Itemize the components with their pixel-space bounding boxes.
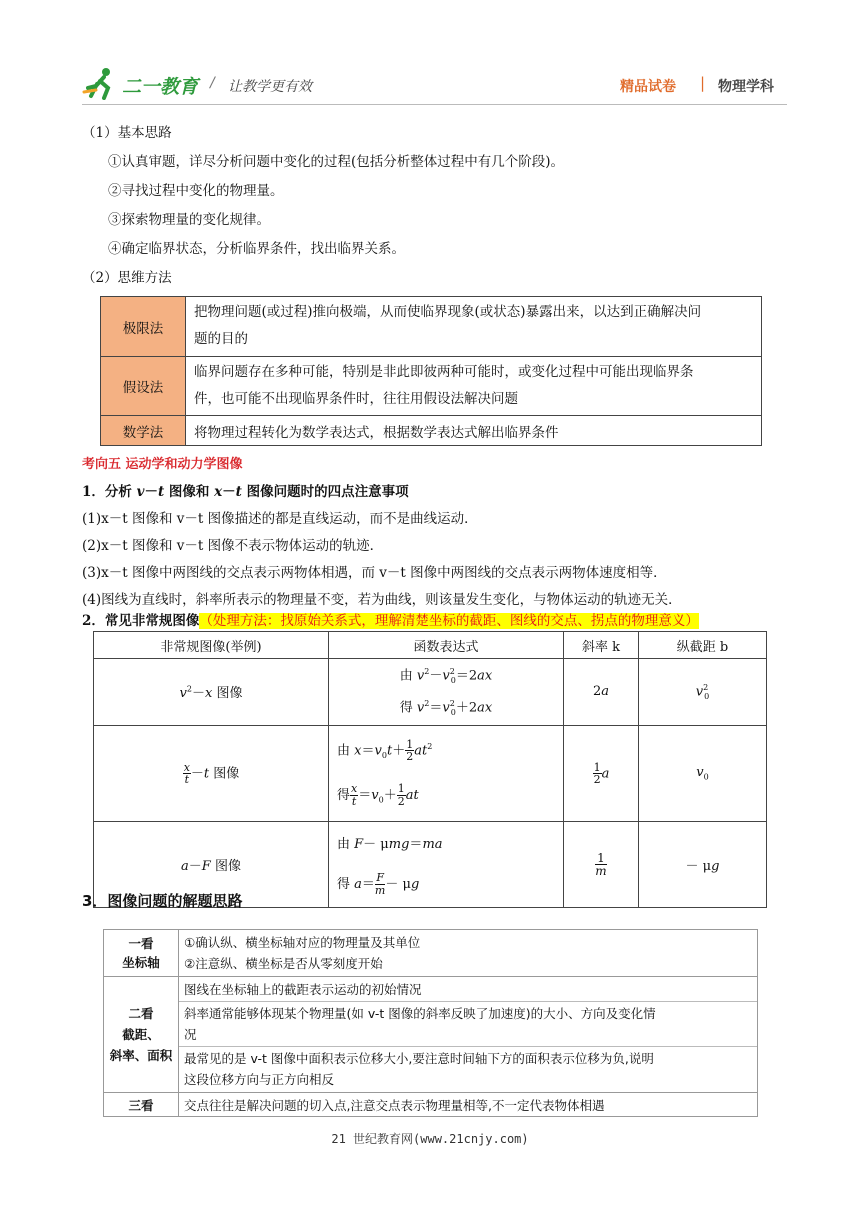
heading-text: 2．常见非常规图像 [82,613,200,629]
approach-line: 这段位移方向与正方向相反 [184,1072,335,1087]
expr-cell [329,659,564,726]
approach-label: 坐标轴 [122,955,160,970]
method-cell: 数学法 [101,416,186,446]
expr-line: 得 a＝ $\frac{F}{m}$ － μg [337,871,420,897]
section1-item-4: ④确定临界状态，分析临界条件，找出临界关系。 [108,241,405,257]
approach-row [104,977,758,1093]
header-cell: 非常规图像(举例) [94,632,329,659]
section3-heading: 3．图像问题的解题思路 [82,892,243,910]
slope-cell: $\frac{1}{2}$ a [564,725,639,822]
heading-var: v [136,484,145,500]
methods-row [101,416,762,446]
method-desc-cell [186,357,762,416]
approach-line: 交点往往是解决问题的切入点,注意交点表示物理量相等,不一定代表物体相遇 [184,1097,605,1113]
expr-line: 由 F－ μmg＝ma [337,836,443,852]
section1-item-2: ②寻找过程中变化的物理量。 [108,183,284,199]
approach-desc-cell [179,1093,758,1117]
approach-label-cell [104,930,179,977]
method-desc-line: 件，也可能不出现临界条件时，往往用假设法解决问题 [194,391,518,407]
approach-block [179,1047,757,1091]
intercept-cell: $v^2_0$ [639,659,767,726]
brand-slogan: 让教学更有效 [228,79,312,95]
approach-row [104,930,758,977]
highlight-note: （处理方法：找原始关系式，理解清楚坐标的截距、图线的交点、拐点的物理意义） [199,613,699,629]
header-cell: 纵截距 b [639,632,767,659]
heading-text: － [222,484,236,500]
section1-item-3: ③探索物理量的变化规律。 [108,212,270,228]
heading-text: 1．分析 [82,484,137,500]
graphs-header-row [94,632,767,659]
method-cell: 极限法 [101,297,186,357]
expr-line: 得 $\frac{x}{t}$ $=v_0+$ $\frac{1}{2}$ at [337,782,419,808]
topic5-point-4: (4)图线为直线时，斜率所表示的物理量不变，若为曲线，则该量发生变化，与物体运动的轨迹无关． [82,592,682,608]
approach-line: ①确认纵、横坐标轴对应的物理量及其单位 [184,935,421,950]
header-right-label-2: 物理学科 [718,79,774,95]
intercept-cell: － μg [639,822,767,908]
methods-row [101,357,762,416]
heading-var: t [235,484,242,500]
approach-desc-cell [179,930,758,977]
topic5-point-2: (2)x－t 图像和 v－t 图像不表示物体运动的轨迹． [82,538,384,554]
expr-line: 由 $v^2-v^2_0=2ax$ [399,667,493,685]
header [82,64,787,104]
approach-desc-cell [179,977,758,1093]
approach-table [103,929,758,1117]
header-rule [82,104,787,105]
approach-label: 截距、 [122,1027,160,1042]
heading-var: x [214,484,223,500]
approach-block [179,1002,757,1047]
approach-label-cell [104,977,179,1093]
topic5-point-3: (3)x－t 图像中两图线的交点表示两物体相遇，而 v－t 图像中两图线的交点表示两物体速度相等． [82,565,667,581]
topic5-heading-2 [82,609,699,629]
approach-line: 况 [184,1027,197,1042]
expr-cell [329,822,564,908]
topic5-heading-1 [82,480,409,500]
graphs-row [94,659,767,726]
graph-cell: $\frac{x}{t}$ －t 图像 [94,725,329,822]
section1-heading: （1）基本思路 [82,125,172,141]
topic5-point-1: (1)x－t 图像和 v－t 图像描述的都是直线运动，而不是曲线运动． [82,511,478,527]
slope-cell: 2a [564,659,639,726]
method-desc-line: 把物理问题(或过程)推向极端，从而使临界现象(或状态)暴露出来，以达到正确解决问 [194,304,702,320]
expr-cell [329,725,564,822]
header-cell: 函数表达式 [329,632,564,659]
header-right-label-1: 精品试卷 [620,79,676,95]
approach-line: ②注意纵、横坐标是否从零刻度开始 [184,956,383,971]
footer: 21 世纪教育网(www.21cnjy.com) [331,1132,529,1146]
method-desc-cell [186,416,762,446]
approach-row [104,1093,758,1117]
heading-text: 图像和 [164,484,215,500]
heading-text: 图像问题时的四点注意事项 [241,484,409,500]
section2-heading: （2）思维方法 [82,270,172,286]
header-cell: 斜率 k [564,632,639,659]
approach-line: 斜率通常能够体现某个物理量(如 v-t 图像的斜率反映了加速度)的大小、方向及变化情 [184,1006,656,1021]
expr-line: 得 $v^2=v^2_0+2ax$ [399,698,493,717]
graphs-row [94,725,767,822]
section1-item-1: ①认真审题，详尽分析问题中变化的过程(包括分析整体过程中有几个阶段)。 [108,154,565,170]
approach-label: 一看 [128,936,154,951]
runner-logo-icon [82,66,122,100]
header-right-separator: | [700,74,706,92]
approach-label: 三看 [128,1097,154,1113]
method-desc-line: 临界问题存在多种可能，特别是非此即彼两种可能时，或变化过程中可能出现临界条 [194,364,694,380]
graph-cell: a－F 图像 [94,822,329,908]
methods-row [101,297,762,357]
graph-cell: $v^2-x$ 图像 [94,659,329,726]
method-desc-line: 题的目的 [194,331,248,347]
method-cell: 假设法 [101,357,186,416]
topic5-title: 考向五 运动学和动力学图像 [82,457,243,472]
header-divider: / [210,75,215,91]
graphs-table [93,631,767,908]
approach-label-cell [104,1093,179,1117]
expr-line: 由 $x=v_0t+$ $\frac{1}{2}$ $at^2$ [337,737,433,764]
method-desc-cell [186,297,762,357]
method-desc-line: 将物理过程转化为数学表达式，根据数学表达式解出临界条件 [194,424,559,441]
slope-cell: $\frac{1}{m}$ [564,822,639,908]
approach-line: 最常见的是 v-t 图像中面积表示位移大小,要注意时间轴下方的面积表示位移为负,说明 [184,1051,654,1066]
intercept-cell: $v_0$ [639,725,767,822]
brand-name: 二一教育 [122,76,199,98]
approach-label: 斜率、面积 [109,1048,173,1063]
approach-label: 二看 [128,1006,154,1021]
approach-line: 图线在坐标轴上的截距表示运动的初始情况 [179,978,757,1002]
methods-table [100,296,762,446]
heading-var: t [157,484,165,500]
heading-text: － [144,484,158,500]
